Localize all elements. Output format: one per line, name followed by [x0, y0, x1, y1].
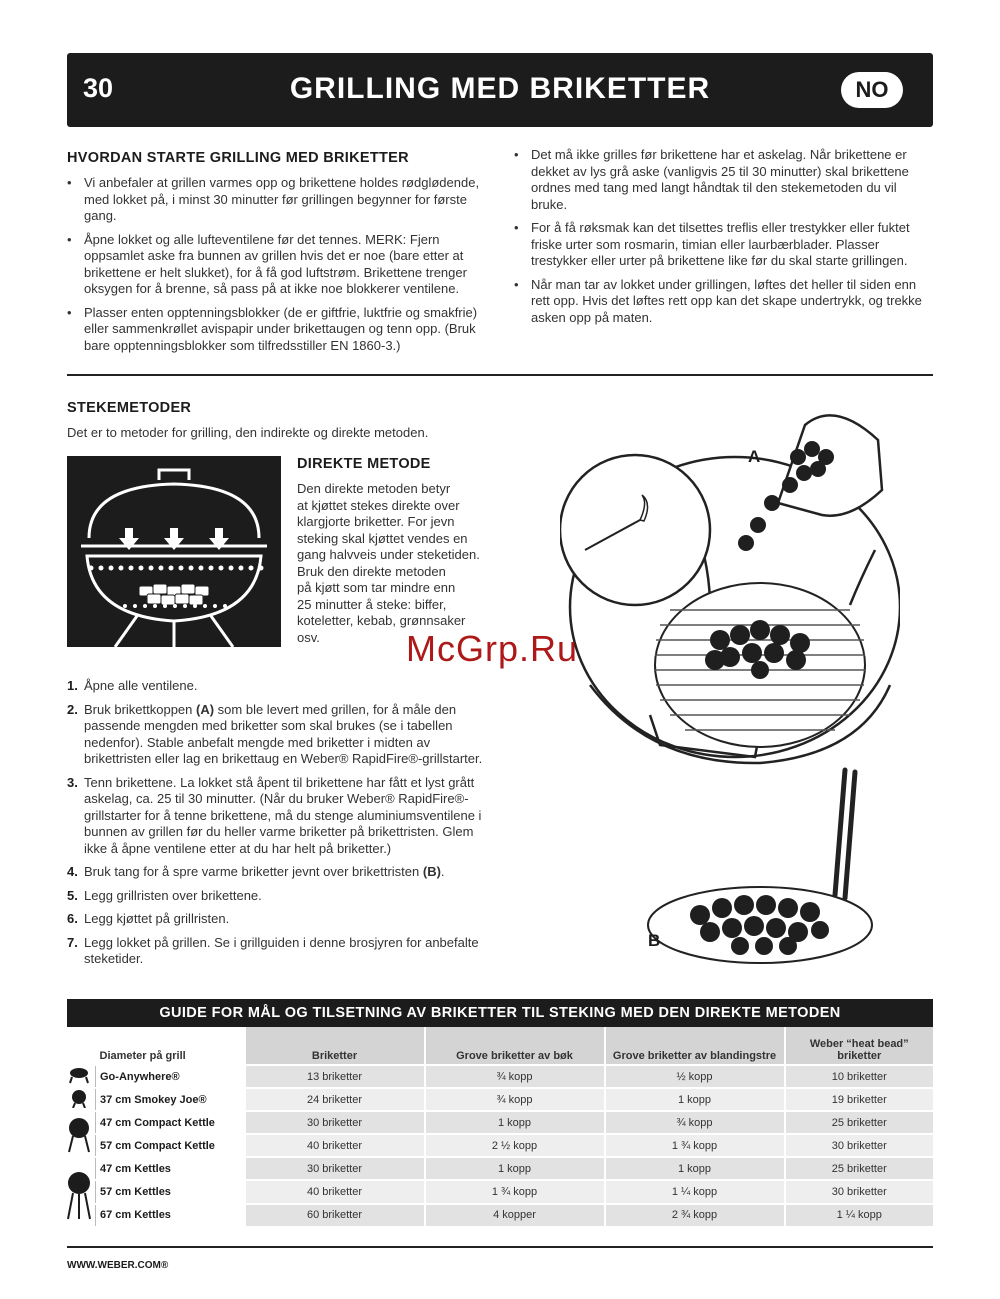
- table-cell: 30 briketter: [785, 1180, 934, 1203]
- direct-method-grill-icon: [67, 456, 281, 647]
- step-number: 7.: [67, 934, 78, 950]
- step-item: [67, 702, 497, 768]
- step-item: [67, 678, 497, 695]
- table-cell: 1 ¾ kopp: [605, 1134, 785, 1157]
- grill-name: 67 cm Kettles: [96, 1204, 245, 1226]
- table-cell: 30 briketter: [245, 1157, 425, 1180]
- grill-icon: [67, 1088, 96, 1111]
- step-number: 2.: [67, 701, 78, 717]
- start-bullets-right: [514, 147, 934, 333]
- table-cell: 4 kopper: [425, 1204, 605, 1226]
- step-text: Legg kjøttet på grillristen.: [84, 911, 230, 926]
- text-line: 25 minutter å steke: biffer,: [297, 596, 447, 612]
- text-line: koteletter, kebab, grønnsaker: [297, 613, 466, 628]
- table-cell: 25 briketter: [785, 1111, 934, 1134]
- table-row: [67, 1111, 933, 1134]
- footer-url[interactable]: WWW.WEBER.COM®: [67, 1260, 169, 1271]
- step-bold: (A): [196, 701, 215, 717]
- grill-name: 57 cm Compact Kettle: [96, 1134, 245, 1157]
- text-line: steking skal kjøttet vendes en: [297, 530, 468, 546]
- step-text: Legg grillristen over brikettene.: [84, 887, 262, 903]
- step-text: Tenn brikettene. La lokket stå åpent til brikettene har fått et lyst grått askelag, ca. 25 til 30 minutter. (Når du bruker Weber® RapidFire®-grillstarter for å tenne brikettene, må du stenge aluminiumsventilene i bunnen av grillen før du heller varme briketter på brikettristen. Glem ikke å åpne ventilene etter at du har helt på briketter.): [84, 774, 482, 856]
- bullet-item: • Det må ikke grilles før brikettene har et askelag. Når brikettene er dekket av lys grå aske (vanligvis 25 til 30 minutter) skal brikettene ordnes med tang med langt håndtak til den stekemetoden du vil bruke.: [514, 147, 934, 213]
- table-cell: 10 briketter: [785, 1065, 934, 1088]
- table-header: Diameter på grill: [99, 1050, 186, 1062]
- table-header: Grove briketter av bøk: [425, 1027, 605, 1065]
- table-cell: 2 ¾ kopp: [605, 1204, 785, 1226]
- table-row: [67, 1180, 933, 1203]
- step-number: 3.: [67, 774, 78, 790]
- table-cell: 1 ¾ kopp: [425, 1180, 605, 1203]
- grill-name: Go-Anywhere®: [96, 1065, 245, 1088]
- table-cell: 19 briketter: [785, 1088, 934, 1111]
- table-cell: 30 briketter: [785, 1134, 934, 1157]
- table-header: Weber “heat bead” briketter: [785, 1027, 934, 1065]
- step-text-end: .: [440, 864, 445, 879]
- section-divider: [67, 374, 933, 376]
- label-b: B: [648, 931, 661, 950]
- table-row: [67, 1157, 933, 1180]
- table-title: GUIDE FOR MÅL OG TILSETNING AV BRIKETTER TIL STEKING MED DEN DIREKTE METODEN: [67, 999, 933, 1027]
- table-row: [67, 1204, 933, 1226]
- table-header: Grove briketter av blandingstre: [605, 1027, 785, 1065]
- step-text: Åpne alle ventilene.: [84, 678, 198, 693]
- grill-name: 57 cm Kettles: [96, 1180, 245, 1203]
- page-header: [67, 53, 933, 127]
- step-item: [67, 888, 497, 905]
- table-cell: 30 briketter: [245, 1111, 425, 1134]
- text-line: klargjorte briketter. For jevn: [297, 514, 455, 529]
- step-text: Bruk tang for å spre varme briketter jevnt over brikettristen: [84, 864, 423, 879]
- table-cell: 1 kopp: [605, 1088, 785, 1111]
- step-number: 4.: [67, 864, 78, 879]
- table-cell: ¾ kopp: [425, 1088, 605, 1111]
- table-row: [67, 1134, 933, 1157]
- bullet-item: • Plasser enten opptenningsblokker (de er giftfrie, luktfrie og smakfrie) eller sammenkrøllet avispapir under brikettaugen og tenn opp. (Bruk bare opptenningsblokker som tilfredsstiller EN 1860-3.): [67, 305, 485, 355]
- text-line: gang halvveis under steketiden.: [297, 547, 480, 562]
- step-text: Legg lokket på grillen. Se i grillguiden i denne brosjyren for anbefalte steketider.: [84, 934, 479, 966]
- step-bold: (B): [422, 864, 441, 879]
- direct-method-text: [297, 481, 497, 646]
- step-number: 6.: [67, 911, 78, 926]
- bullet-item: • Når man tar av lokket under grillingen, løftes det heller til siden enn rett opp. Hvis det løftes rett opp kan det skape undertrykk, og trekke asken opp på maten.: [514, 277, 934, 327]
- language-badge: NO: [841, 72, 903, 108]
- table-cell: 40 briketter: [245, 1180, 425, 1203]
- grill-icon: [67, 1157, 96, 1226]
- tongs-spreading-illustration: [640, 760, 900, 970]
- step-item: [67, 775, 497, 858]
- grill-name: 37 cm Smokey Joe®: [96, 1088, 245, 1111]
- table-row: [67, 1088, 933, 1111]
- section-heading-methods: STEKEMETODER: [67, 400, 192, 416]
- direct-method-heading: DIREKTE METODE: [297, 456, 431, 472]
- bullet-item: • Vi anbefaler at grillen varmes opp og brikettene holdes rødglødende, med lokket på, i minst 30 minutter før grillingen begynner for første gang.: [67, 175, 485, 225]
- section-heading-start: HVORDAN STARTE GRILLING MED BRIKETTER: [67, 150, 409, 166]
- table-cell: 60 briketter: [245, 1204, 425, 1226]
- grill-name: 47 cm Kettles: [96, 1157, 245, 1180]
- text-line: osv.: [297, 629, 320, 645]
- table-cell: 1 kopp: [425, 1111, 605, 1134]
- table-cell: 25 briketter: [785, 1157, 934, 1180]
- footer-divider: [67, 1246, 933, 1248]
- watermark: McGrp.Ru: [406, 628, 579, 669]
- step-item: [67, 911, 497, 928]
- table-row: [67, 1065, 933, 1088]
- grill-icon: [67, 1065, 96, 1088]
- step-number: 1.: [67, 678, 78, 693]
- step-number: 5.: [67, 887, 78, 903]
- table-cell: ¾ kopp: [425, 1065, 605, 1088]
- charcoal-guide-table: [67, 999, 933, 1226]
- step-item: [67, 864, 497, 881]
- page-title: GRILLING MED BRIKETTER: [289, 72, 711, 105]
- table-cell: 24 briketter: [245, 1088, 425, 1111]
- text-line: Den direkte metoden betyr: [297, 481, 451, 496]
- bullet-item: • For å få røksmak kan det tilsettes treflis eller trestykker eller fuktet friske urter som rosmarin, timian eller laurbærblader. Plasser trestykker eller urter på brikettene like før du skal starte grillingen.: [514, 220, 934, 270]
- table-cell: 1 ¼ kopp: [785, 1204, 934, 1226]
- text-line: at kjøttet stekes direkte over: [297, 497, 460, 513]
- step-text: Bruk brikettkoppen: [84, 701, 197, 717]
- label-a: A: [748, 447, 761, 466]
- text-line: på kjøtt som tar mindre enn: [297, 580, 456, 595]
- table-cell: 13 briketter: [245, 1065, 425, 1088]
- page-number: 30: [83, 73, 114, 103]
- grill-name: 47 cm Compact Kettle: [96, 1111, 245, 1134]
- methods-intro: Det er to metoder for grilling, den indirekte og direkte metoden.: [67, 425, 429, 440]
- table-cell: ½ kopp: [605, 1065, 785, 1088]
- charcoal-pouring-illustration: [560, 385, 900, 795]
- step-text-end: som ble levert med grillen, for å måle den passende mengden med briketter som skal brukes (se i tabellen nedenfor). Stable anbefalt mengde med briketter i midten av brikettristen eller lag en brikettaug en Weber® RapidFire®-grillstarter.: [84, 701, 483, 766]
- grill-icon: [67, 1111, 96, 1157]
- bullet-item: • Åpne lokket og alle lufteventilene før det tennes. MERK: Fjern oppsamlet aske fra bunnen av grillen hvis det er noe (bare etter at brikettene er helt slukket), for å få god luftstrøm. Brikettene trenger oksygen for å brenne, så pass på at ikke noe blokkerer ventilene.: [67, 232, 485, 298]
- text-line: Bruk den direkte metoden: [297, 563, 446, 579]
- table-cell: 2 ½ kopp: [425, 1134, 605, 1157]
- table-cell: 1 ¼ kopp: [605, 1180, 785, 1203]
- table-cell: ¾ kopp: [605, 1111, 785, 1134]
- steps-list: [67, 678, 497, 975]
- table-header: Briketter: [245, 1027, 425, 1065]
- table-cell: 1 kopp: [605, 1157, 785, 1180]
- table-cell: 1 kopp: [425, 1157, 605, 1180]
- header-icon-cell: [67, 1027, 96, 1065]
- step-item: [67, 935, 497, 968]
- start-bullets-left: [67, 175, 485, 361]
- table-cell: 40 briketter: [245, 1134, 425, 1157]
